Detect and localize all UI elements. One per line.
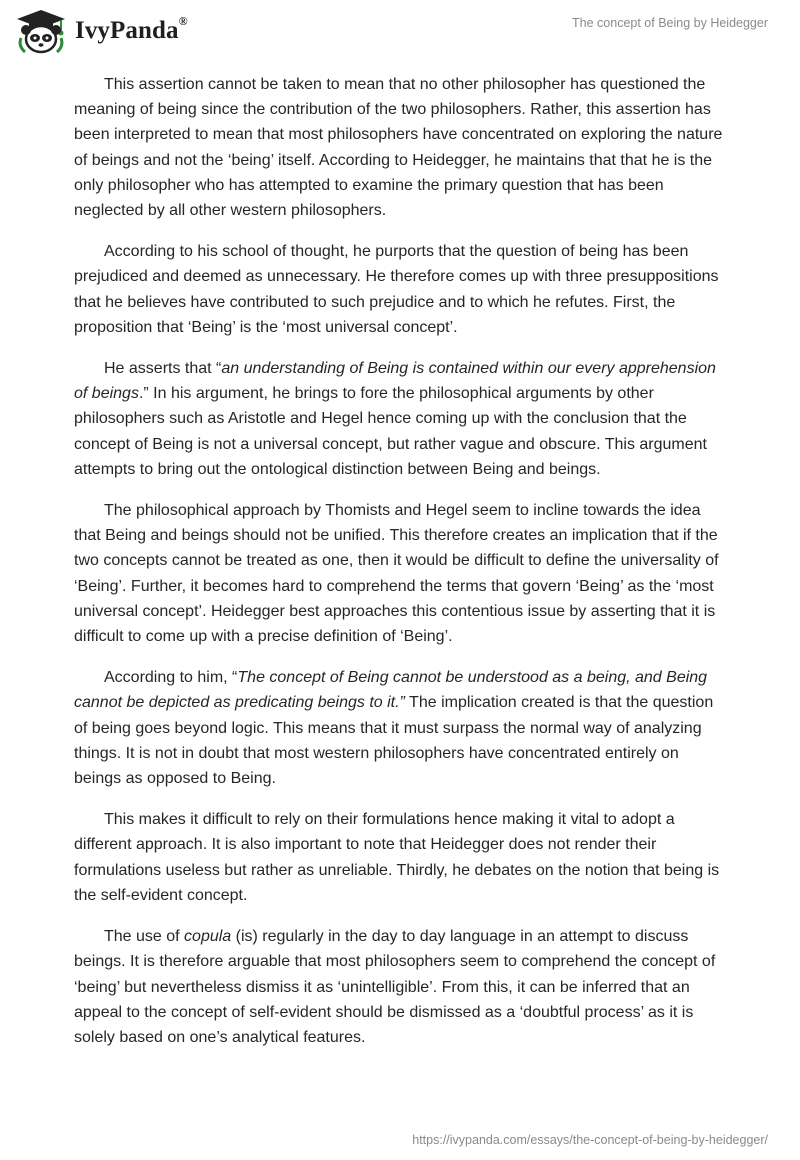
essay-body [74,72,724,1066]
italic-text: an understanding of Being is contained within our every apprehension of beings [74,360,716,403]
text-run: This makes it difficult to rely on their formulations hence making it vital to adopt a different approach. It is also important to note that Heidegger does not render their formulations useless but rather as unreliable. Thirdly, he debates on the notion that being is the self-evident concept. [74,811,720,904]
paragraph [74,356,724,482]
document-title: The concept of Being by Heidegger [572,16,768,30]
paragraph [74,239,724,340]
brand-logo[interactable] [15,8,188,54]
text-run: According to him, “ [104,669,238,687]
text-run: (is) regularly in the day to day language in an attempt to discuss beings. It is therefore arguable that most philosophers seem to comprehend the concept of ‘being’ but nevertheless dismiss it as ‘unintelligible’. From this, it can be inferred that an appeal to the concept of self-evident should be dismissed as a ‘doubtful process’ as it is solely based on one’s analytical features. [74,928,716,1046]
text-run: The use of [104,928,185,946]
text-run: The implication created is that the question of being goes beyond logic. This means that it must surpass the normal way of analyzing things. It is not in doubt that most western philosophers have concentrated entirely on beings as opposed to Being. [74,694,714,788]
text-run: .” In his argument, he brings to fore the philosophical arguments by other philosophers such as Aristotle and Hegel hence coming up with the conclusion that the concept of Being is not a universal concept, but rather vague and obscure. This argument attempts to bring out the ontological distinction between Being and beings. [74,385,707,478]
text-run: He asserts that “ [104,360,222,378]
brand-name: IvyPanda® [75,13,188,44]
panda-graduate-icon [15,8,67,54]
text-run: This assertion cannot be taken to mean that no other philosopher has questioned the meaning of being since the contribution of the two philosophers. Rather, this assertion has been interpreted to mean that most philosophers have concentrated on exploring the nature of beings and not the ‘being’ itself. According to Heidegger, he maintains that that he is the only philosopher who has attempted to examine the primary question that has been neglected by all other western philosophers. [74,76,723,220]
page-header [0,0,800,60]
text-run: According to his school of thought, he purports that the question of being has been prejudiced and deemed as unnecessary. He therefore comes up with three presuppositions that he believes have contributed to such prejudice and to which he refutes. First, the proposition that ‘Being’ is the ‘most universal concept’. [74,243,719,336]
paragraph [74,924,724,1050]
text-run: The philosophical approach by Thomists and Hegel seem to incline towards the idea that Being and beings should not be unified. This therefore creates an implication that if the two concepts cannot be treated as one, then it would be difficult to define the universality of ‘Being’. Further, it becomes hard to comprehend the terms that govern ‘Being’ as the ‘most universal concept’. Heidegger best approaches this contentious issue by asserting that it is difficult to come up with a precise definition of ‘Being’. [74,502,719,646]
source-url[interactable]: https://ivypanda.com/essays/the-concept-of-being-by-heidegger/ [412,1133,768,1147]
paragraph [74,72,724,223]
italic-text: The concept of Being cannot be understood as a being, and Being cannot be depicted as predicating beings to it.” [74,669,708,712]
paragraph [74,665,724,791]
italic-text: copula [184,928,232,946]
paragraph [74,807,724,908]
paragraph [74,498,724,649]
